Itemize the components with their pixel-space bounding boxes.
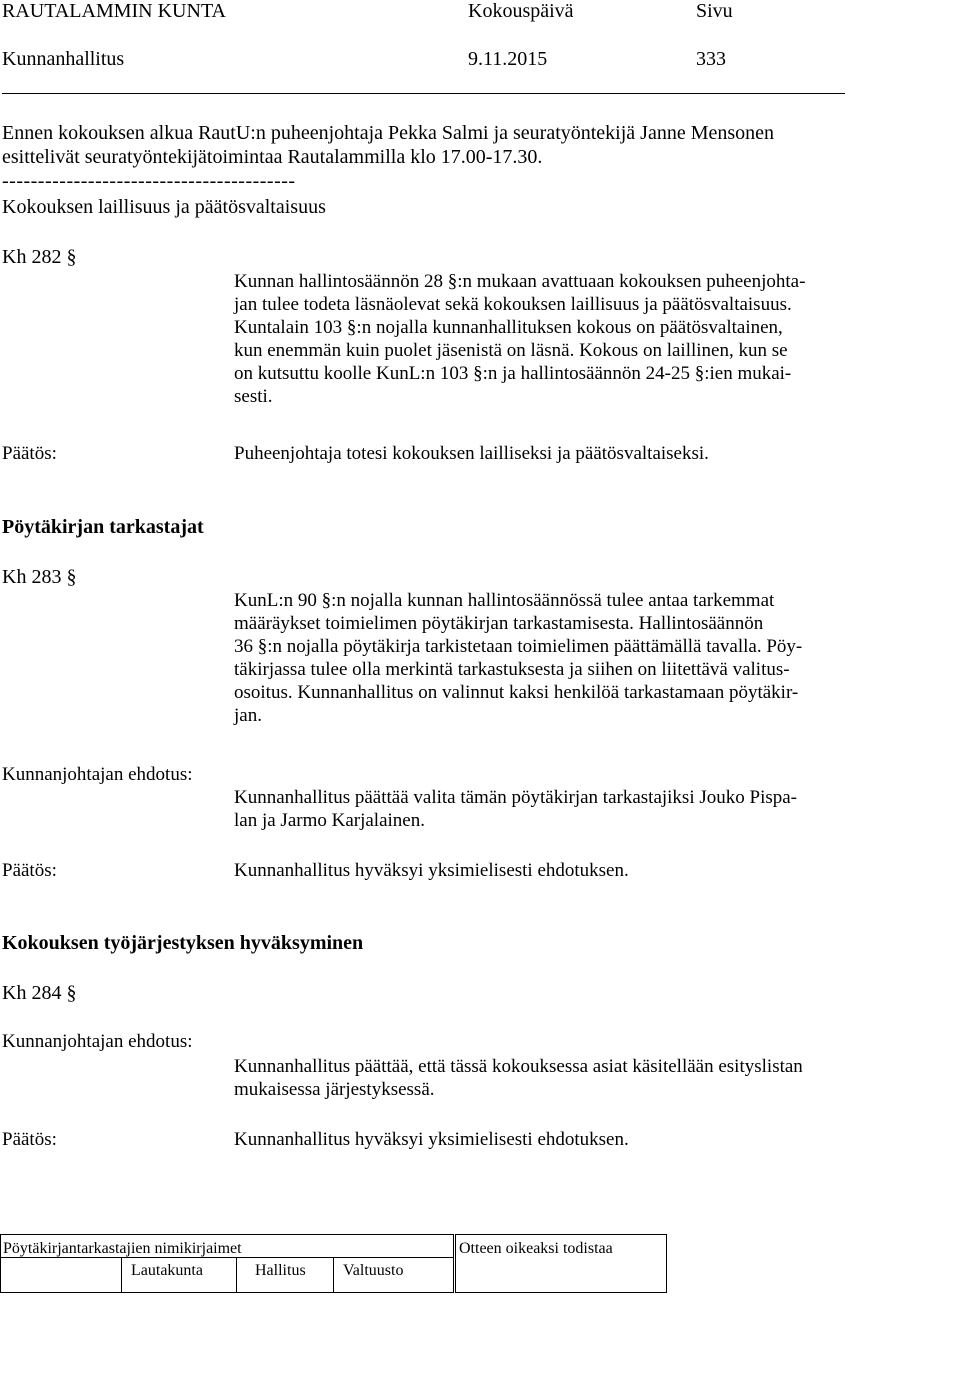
decision-label: Päätös:: [2, 443, 57, 464]
section-body: [234, 589, 874, 727]
signers-box: [0, 1234, 454, 1293]
section-number: Kh 284 §: [2, 982, 77, 1004]
section-number: Kh 283 §: [2, 566, 77, 588]
body-line: sesti.: [234, 386, 273, 407]
intro-line: esittelivät seuratyöntekijätoimintaa Rautalammilla klo 17.00-17.30.: [2, 146, 543, 168]
body-line: täkirjassa tulee olla merkintä tarkastuksesta ja siihen on liitettävä valitus-: [234, 659, 790, 680]
true-copy-box: [455, 1234, 667, 1293]
signers-col-divider: [236, 1257, 237, 1292]
page-label: Sivu: [696, 0, 733, 22]
municipality-name: RAUTALAMMIN KUNTA: [2, 0, 227, 22]
proposal-line: Kunnanhallitus päättää valita tämän pöytäkirjan tarkastajiksi Jouko Pispa-: [234, 787, 797, 808]
decision-label: Päätös:: [2, 860, 57, 881]
body-line: Kuntalain 103 §:n nojalla kunnanhallituksen kokous on päätösvaltainen,: [234, 317, 783, 338]
meeting-date-label: Kokouspäivä: [468, 0, 574, 22]
intro-line: Ennen kokouksen alkua RautU:n puheenjohtaja Pekka Salmi ja seuratyöntekijä Janne Mensonen: [2, 122, 775, 144]
proposal-label: Kunnanjohtajan ehdotus:: [2, 764, 193, 785]
body-line: määräykset toimielimen pöytäkirjan tarkastamisesta. Hallintosäännön: [234, 613, 764, 634]
signers-label: Pöytäkirjantarkastajien nimikirjaimet: [3, 1240, 242, 1257]
section-title: Kokouksen laillisuus ja päätösvaltaisuus: [2, 196, 326, 218]
signer-col-valtuusto: Valtuusto: [343, 1262, 404, 1279]
meeting-date: 9.11.2015: [468, 48, 548, 70]
signers-row-divider: [1, 1257, 453, 1258]
decision-text: Kunnanhallitus hyväksyi yksimielisesti ehdotuksen.: [234, 860, 629, 881]
signers-col-divider: [333, 1257, 334, 1292]
body-line: osoitus. Kunnanhallitus on valinnut kaksi henkilöä tarkastamaan pöytäkir-: [234, 682, 799, 703]
header-divider: [2, 93, 845, 94]
dashed-separator: -----------------------------------------: [2, 170, 296, 192]
body-line: KunL:n 90 §:n nojalla kunnan hallintosäännössä tulee antaa tarkemmat: [234, 590, 775, 611]
proposal-line: mukaisessa järjestyksessä.: [234, 1079, 435, 1100]
decision-label: Päätös:: [2, 1129, 57, 1150]
decision-text: Kunnanhallitus hyväksyi yksimielisesti ehdotuksen.: [234, 1129, 629, 1150]
body-line: jan tulee todeta läsnäolevat sekä kokouksen laillisuus ja päätösvaltaisuus.: [234, 294, 792, 315]
true-copy-label: Otteen oikeaksi todistaa: [459, 1240, 613, 1257]
body-line: jan.: [234, 705, 262, 726]
proposal-label: Kunnanjohtajan ehdotus:: [2, 1031, 193, 1052]
proposal-line: Kunnanhallitus päättää, että tässä kokouksessa asiat käsitellään esityslistan: [234, 1056, 803, 1077]
section-body: [234, 270, 874, 408]
proposal-text: [234, 1055, 874, 1101]
section-title: Kokouksen työjärjestyksen hyväksyminen: [2, 932, 364, 954]
proposal-text: [234, 786, 874, 832]
signers-col-divider: [121, 1257, 122, 1292]
page-number: 333: [696, 48, 726, 70]
body-line: 36 §:n nojalla pöytäkirja tarkistetaan toimielimen päättämällä tavalla. Pöy-: [234, 636, 803, 657]
section-number: Kh 282 §: [2, 246, 77, 268]
proposal-line: lan ja Jarmo Karjalainen.: [234, 810, 425, 831]
decision-text: Puheenjohtaja totesi kokouksen lailliseksi ja päätösvaltaiseksi.: [234, 443, 709, 464]
body-line: Kunnan hallintosäännön 28 §:n mukaan avattuaan kokouksen puheenjohta-: [234, 271, 806, 292]
body-line: on kutsuttu koolle KunL:n 103 §:n ja hallintosäännön 24-25 §:ien mukai-: [234, 363, 792, 384]
body-name: Kunnanhallitus: [2, 48, 125, 70]
section-title: Pöytäkirjan tarkastajat: [2, 516, 204, 538]
signer-col-hallitus: Hallitus: [255, 1262, 306, 1279]
body-line: kun enemmän kuin puolet jäsenistä on läsnä. Kokous on laillinen, kun se: [234, 340, 788, 361]
signer-col-lautakunta: Lautakunta: [131, 1262, 203, 1279]
